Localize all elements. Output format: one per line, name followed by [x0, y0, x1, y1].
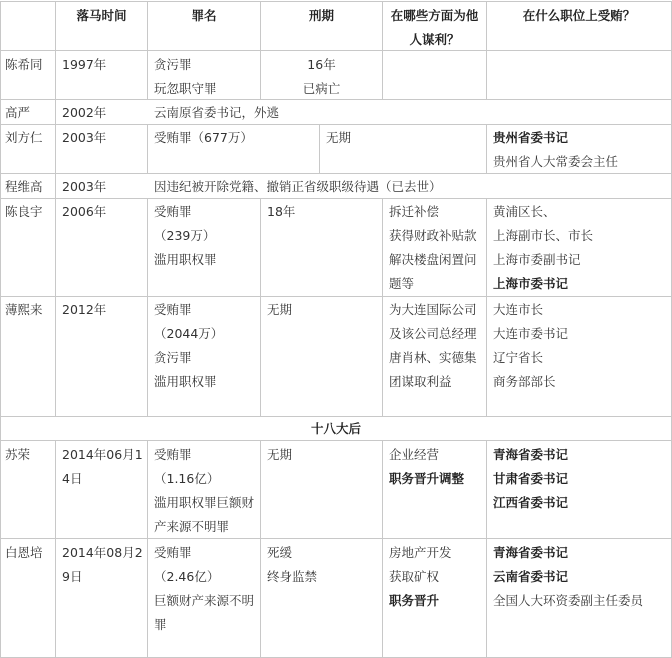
cell-crime: （239万） — [154, 228, 216, 243]
cell-crime: （2044万） — [154, 326, 224, 341]
cell-crime: 滥用职权罪 — [154, 252, 217, 267]
cell-benefit: 及该公司总经理 — [389, 326, 477, 341]
cell-benefit: 房地产开发 — [389, 545, 452, 560]
cell-crime: （2.46亿） — [154, 569, 220, 584]
row-divider — [0, 440, 672, 441]
cell-year: 2012年 — [62, 302, 107, 317]
cell-post: 青海省委书记 — [493, 545, 569, 560]
cell-post: 甘肃省委书记 — [493, 471, 569, 486]
cell-post: 黄浦区长、 — [493, 204, 556, 219]
cell-sentence: 18年 — [267, 204, 296, 219]
cell-benefit: 唐肖林、实德集 — [389, 350, 477, 365]
col-divider — [319, 124, 320, 173]
col-divider — [55, 1, 56, 416]
row-divider — [0, 1, 672, 2]
header-benefit: 人谋利？ — [409, 32, 460, 47]
cell-name: 程维高 — [5, 179, 43, 194]
header-post: 在什么职位上受贿？ — [522, 8, 636, 23]
cell-benefit: 获得财政补贴款 — [389, 228, 477, 243]
cell-crime: 贪污罪 — [154, 57, 192, 72]
col-divider — [260, 198, 261, 416]
cell-crime: 罪 — [154, 617, 167, 632]
cell-crime: 受贿罪（677万） — [154, 130, 253, 145]
cell-sentence: 16年 — [307, 57, 336, 72]
cell-year: 2003年 — [62, 130, 107, 145]
header-benefit: 在哪些方面为他 — [390, 8, 479, 23]
cell-post: 云南省委书记 — [493, 569, 569, 584]
cell-post: 大连市长 — [493, 302, 544, 317]
cell-year: 4日 — [62, 471, 83, 486]
cell-year: 2002年 — [62, 105, 107, 120]
row-divider — [0, 198, 672, 199]
col-divider — [260, 440, 261, 657]
cell-name: 高严 — [5, 105, 31, 120]
cell-name: 陈良宇 — [5, 204, 43, 219]
cell-sentence: 死缓 — [267, 545, 293, 560]
cell-post: 全国人大环资委副主任委员 — [493, 593, 644, 608]
cell-crime: 巨额财产来源不明 — [154, 593, 255, 608]
cell-year: 2006年 — [62, 204, 107, 219]
row-divider — [0, 173, 672, 174]
cell-sentence: 无期 — [326, 130, 352, 145]
cell-benefit: 拆迁补偿 — [389, 204, 440, 219]
cell-year: 2014年08月2 — [62, 545, 143, 560]
header-time: 落马时间 — [76, 8, 127, 23]
cell-post: 商务部部长 — [493, 374, 556, 389]
col-divider — [147, 124, 148, 173]
cell-post: 江西省委书记 — [493, 495, 569, 510]
cell-crime: 受贿罪 — [154, 545, 192, 560]
col-divider — [486, 124, 487, 173]
cell-crime: 贪污罪 — [154, 350, 192, 365]
cell-year: 2003年 — [62, 179, 107, 194]
cell-benefit: 获取矿权 — [389, 569, 440, 584]
cell-post: 上海市委副书记 — [493, 252, 581, 267]
cell-crime: 滥用职权罪巨额财 — [154, 495, 255, 510]
cell-benefit: 解决楼盘闲置问 — [389, 252, 477, 267]
row-divider — [0, 50, 672, 51]
cell-post: 贵州省人大常委会主任 — [493, 154, 619, 169]
cell-benefit: 团谋取利益 — [389, 374, 452, 389]
cell-crime: 玩忽职守罪 — [154, 81, 217, 96]
cell-post: 辽宁省长 — [493, 350, 544, 365]
cell-sentence: 无期 — [267, 302, 293, 317]
cell-name: 刘方仁 — [5, 130, 43, 145]
cell-year: 1997年 — [62, 57, 107, 72]
col-divider — [486, 198, 487, 416]
cell-name: 薄熙来 — [5, 302, 43, 317]
row-divider — [0, 99, 672, 100]
section-header: 十八大后 — [310, 421, 361, 436]
cell-name: 苏荣 — [5, 447, 31, 462]
cell-crime: 滥用职权罪 — [154, 374, 217, 389]
col-divider — [147, 198, 148, 416]
row-divider — [0, 296, 672, 297]
table-left-border — [0, 1, 1, 657]
cell-crime: 受贿罪 — [154, 447, 192, 462]
cell-sentence: 终身监禁 — [267, 569, 318, 584]
cell-crime: 受贿罪 — [154, 302, 192, 317]
cell-post: 上海副市长、市长 — [493, 228, 594, 243]
cell-benefit: 为大连国际公司 — [389, 302, 477, 317]
col-divider — [55, 440, 56, 657]
cell-benefit: 企业经营 — [389, 447, 440, 462]
header-crime: 罪名 — [191, 8, 217, 23]
cell-post: 贵州省委书记 — [493, 130, 569, 145]
cell-sentence: 无期 — [267, 447, 293, 462]
cell-crime: （1.16亿） — [154, 471, 220, 486]
cell-post: 青海省委书记 — [493, 447, 569, 462]
cell-benefit: 题等 — [389, 276, 415, 291]
cell-crime: 产来源不明罪 — [154, 519, 230, 534]
cell-note: 因违纪被开除党籍、撤销正省级职级待遇（已去世） — [154, 179, 442, 194]
col-divider — [382, 198, 383, 416]
cell-post: 大连市委书记 — [493, 326, 569, 341]
row-divider — [0, 538, 672, 539]
cell-crime: 受贿罪 — [154, 204, 192, 219]
header-sentence: 刑期 — [308, 8, 334, 23]
row-divider — [0, 124, 672, 125]
cell-year: 9日 — [62, 569, 83, 584]
cell-note: 云南原省委书记，外逃 — [154, 105, 280, 120]
cell-name: 白恩培 — [5, 545, 43, 560]
cell-benefit: 职务晋升 — [389, 593, 440, 608]
col-divider — [382, 440, 383, 657]
cell-year: 2014年06月1 — [62, 447, 143, 462]
col-divider — [486, 440, 487, 657]
col-divider — [147, 440, 148, 657]
cell-name: 陈希同 — [5, 57, 43, 72]
cell-benefit: 职务晋升调整 — [389, 471, 465, 486]
row-divider — [0, 416, 672, 417]
cell-post: 上海市委书记 — [493, 276, 569, 291]
cell-sentence: 已病亡 — [302, 81, 341, 96]
